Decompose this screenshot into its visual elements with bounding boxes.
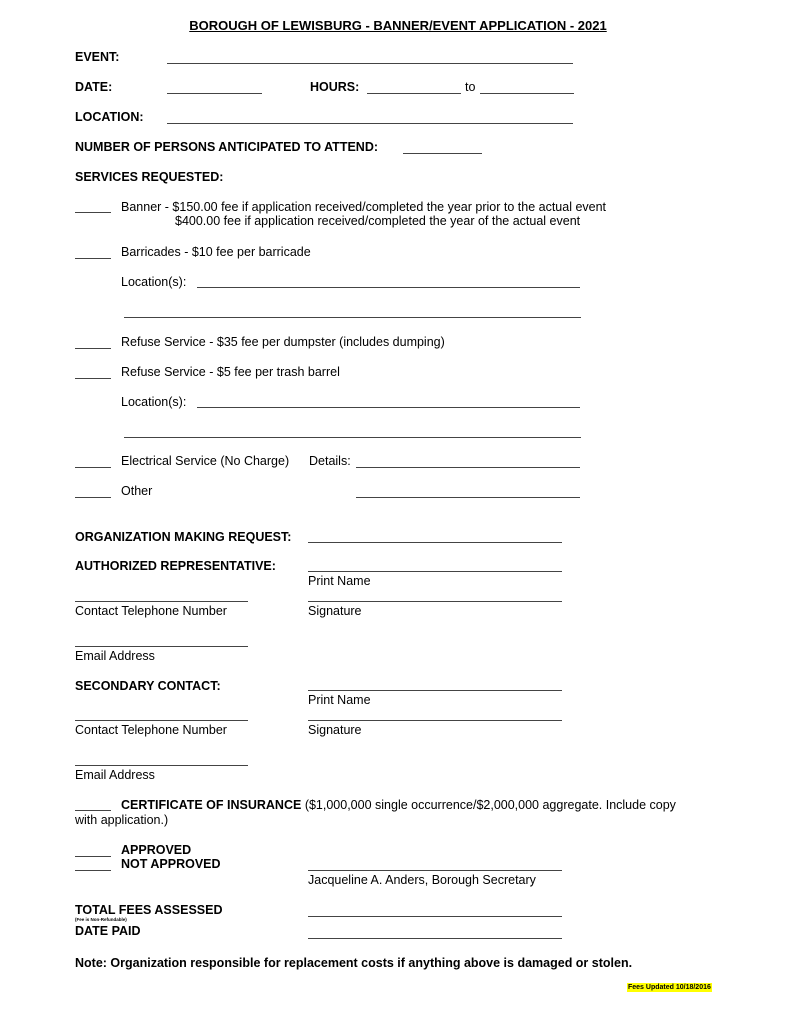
- sec-email-field[interactable]: [75, 765, 248, 766]
- secondary-contact-label: SECONDARY CONTACT:: [75, 679, 221, 693]
- sec-email-label: Email Address: [75, 768, 155, 782]
- event-field[interactable]: [167, 63, 573, 64]
- insurance-text: [121, 798, 676, 812]
- electrical-label: Electrical Service (No Charge): [121, 454, 290, 468]
- event-label: EVENT:: [75, 50, 120, 64]
- barricade-locations-label: Location(s):: [121, 275, 187, 289]
- banner-fee-line1: Banner - $150.00 fee if application received/completed the year prior to the actual event: [121, 200, 607, 214]
- hours-label: HOURS:: [310, 80, 360, 94]
- date-paid-label: DATE PAID: [75, 924, 141, 938]
- barricades-checkline[interactable]: [75, 258, 111, 259]
- approved-checkline[interactable]: [75, 856, 111, 857]
- not-approved-checkline[interactable]: [75, 870, 111, 871]
- sec-phone-field[interactable]: [75, 720, 248, 721]
- hours-end-field[interactable]: [480, 93, 574, 94]
- date-paid-field[interactable]: [308, 938, 562, 939]
- total-fees-field[interactable]: [308, 916, 562, 917]
- location-label: LOCATION:: [75, 110, 144, 124]
- organization-label: ORGANIZATION MAKING REQUEST:: [75, 530, 292, 544]
- services-heading: SERVICES REQUESTED:: [75, 170, 224, 184]
- persons-field[interactable]: [403, 153, 482, 154]
- other-details-field[interactable]: [356, 497, 580, 498]
- date-field[interactable]: [167, 93, 262, 94]
- auth-phone-label: Contact Telephone Number: [75, 604, 227, 618]
- refuse-barrel-checkline[interactable]: [75, 378, 111, 379]
- electrical-checkline[interactable]: [75, 467, 111, 468]
- sec-print-name-label: Print Name: [308, 693, 371, 707]
- refuse-locations-label: Location(s):: [121, 395, 187, 409]
- secretary-name: Jacqueline A. Anders, Borough Secretary: [308, 873, 536, 887]
- hours-start-field[interactable]: [367, 93, 461, 94]
- hours-to-label: to: [465, 80, 476, 94]
- approved-label: APPROVED: [121, 843, 192, 857]
- electrical-details-field[interactable]: [356, 467, 580, 468]
- auth-signature-label: Signature: [308, 604, 362, 618]
- barricade-locations-field-2[interactable]: [124, 317, 581, 318]
- auth-signature-field[interactable]: [308, 601, 562, 602]
- liability-note: Note: Organization responsible for replacement costs if anything above is damaged or stolen.: [75, 956, 633, 970]
- sec-phone-label: Contact Telephone Number: [75, 723, 227, 737]
- location-field[interactable]: [167, 123, 573, 124]
- auth-print-name-label: Print Name: [308, 574, 371, 588]
- barricades-label: Barricades - $10 fee per barricade: [121, 245, 311, 259]
- other-checkline[interactable]: [75, 497, 111, 498]
- insurance-text-cont: with application.): [75, 813, 169, 827]
- auth-email-field[interactable]: [75, 646, 248, 647]
- refuse-locations-field[interactable]: [197, 407, 580, 408]
- sec-signature-label: Signature: [308, 723, 362, 737]
- banner-fee-line2: $400.00 fee if application received/completed the year of the actual event: [175, 214, 581, 228]
- refuse-dumpster-label: Refuse Service - $35 fee per dumpster (includes dumping): [121, 335, 445, 349]
- barricade-locations-field[interactable]: [197, 287, 580, 288]
- insurance-checkline[interactable]: [75, 810, 111, 811]
- insurance-label: CERTIFICATE OF INSURANCE: [121, 798, 302, 812]
- details-label: Details:: [309, 454, 351, 468]
- banner-checkline[interactable]: [75, 212, 111, 213]
- organization-field[interactable]: [308, 542, 562, 543]
- date-label: DATE:: [75, 80, 113, 94]
- auth-email-label: Email Address: [75, 649, 155, 663]
- secretary-signature-field[interactable]: [308, 870, 562, 871]
- other-label: Other: [121, 484, 153, 498]
- not-approved-label: NOT APPROVED: [121, 857, 221, 871]
- auth-phone-field[interactable]: [75, 601, 248, 602]
- sec-signature-field[interactable]: [308, 720, 562, 721]
- persons-label: NUMBER OF PERSONS ANTICIPATED TO ATTEND:: [75, 140, 379, 154]
- authorized-rep-label: AUTHORIZED REPRESENTATIVE:: [75, 559, 276, 573]
- refuse-locations-field-2[interactable]: [124, 437, 581, 438]
- fees-updated-badge: Fees Updated 10/18/2016: [628, 984, 711, 991]
- total-fees-label: TOTAL FEES ASSESSED: [75, 903, 223, 917]
- non-refundable-note: (Fee is Non-Refundable): [75, 917, 127, 922]
- insurance-details: ($1,000,000 single occurrence/$2,000,000 aggregate. Include copy: [304, 798, 676, 812]
- sec-print-name-field[interactable]: [308, 690, 562, 691]
- refuse-barrel-label: Refuse Service - $5 fee per trash barrel: [121, 365, 340, 379]
- form-title: BOROUGH OF LEWISBURG - BANNER/EVENT APPLICATION - 2021: [189, 18, 607, 33]
- auth-print-name-field[interactable]: [308, 571, 562, 572]
- refuse-dumpster-checkline[interactable]: [75, 348, 111, 349]
